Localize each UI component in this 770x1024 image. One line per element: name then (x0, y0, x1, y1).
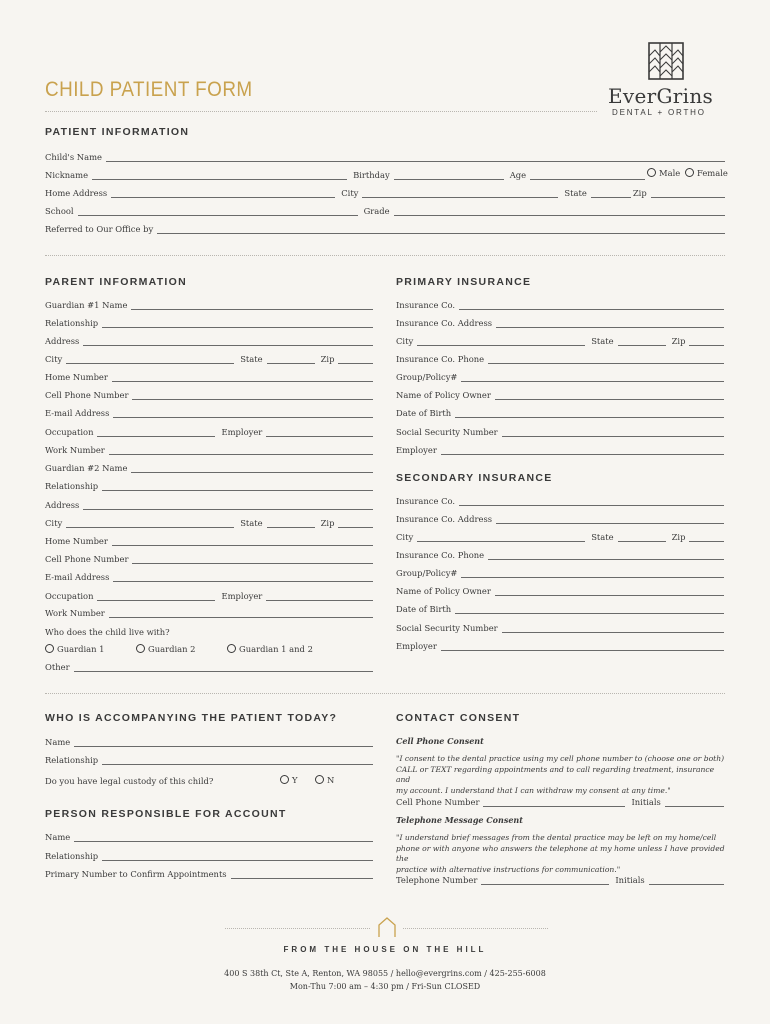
work-number2-label: Work Number (45, 608, 105, 618)
primary-group-field (396, 370, 724, 382)
city-state-zip-row (45, 352, 373, 364)
radio-icon[interactable] (227, 644, 236, 653)
accompany-name-label: Name (45, 737, 71, 747)
primary-employer-label: Employer (396, 445, 437, 455)
city-label: City (341, 188, 359, 198)
grade-line[interactable] (394, 206, 725, 216)
secondary-city-row (396, 530, 724, 542)
childs-name-label: Child's Name (45, 152, 103, 162)
secondary-dob-label: Date of Birth (396, 604, 452, 614)
secondary-group-line[interactable] (461, 568, 724, 578)
email2-line[interactable] (113, 572, 373, 582)
home-address-line[interactable] (111, 188, 335, 198)
footer-tagline: FROM THE HOUSE ON THE HILL (283, 945, 487, 954)
responsible-relationship-line[interactable] (102, 851, 373, 861)
city-state-zip2-row (45, 516, 373, 528)
cell-number-label: Cell Phone Number (45, 390, 129, 400)
work-number2-field (45, 606, 373, 618)
city-line[interactable] (362, 188, 558, 198)
primary-address-label: Insurance Co. Address (396, 318, 493, 328)
live-with-question: Who does the child live with? (45, 627, 170, 637)
telephone-consent-text (396, 833, 726, 875)
primary-ssn-label: Social Security Number (396, 427, 498, 437)
primary-phone-label: Insurance Co. Phone (396, 354, 485, 364)
guardian2-name-label: Guardian #2 Name (45, 463, 128, 473)
home-number-field (45, 370, 373, 382)
cell-consent-line-2: CALL or TEXT regarding appointments and to call regarding treatment, insurance and (396, 764, 715, 784)
primary-ssn-field (396, 425, 724, 437)
relationship-line[interactable] (102, 318, 373, 328)
state-label: State (564, 188, 587, 198)
consent-cell-line[interactable] (483, 797, 625, 807)
address2-line[interactable] (83, 500, 373, 510)
male-option[interactable] (647, 168, 680, 178)
state2-label: State (240, 518, 263, 528)
secondary-owner-label: Name of Policy Owner (396, 586, 491, 596)
nickname-label: Nickname (45, 170, 89, 180)
consent-tel-initials-line[interactable] (649, 875, 724, 885)
radio-icon[interactable] (647, 168, 656, 177)
city2-line[interactable] (66, 518, 234, 528)
guardian1-name-line[interactable] (131, 300, 373, 310)
secondary-company-field (396, 494, 724, 506)
radio-icon[interactable] (280, 775, 289, 784)
primary-number-line[interactable] (231, 869, 373, 879)
primary-city-label: City (396, 336, 414, 346)
secondary-ssn-field (396, 621, 724, 633)
cell-consent-title: Cell Phone Consent (396, 736, 484, 746)
consent-tel-line[interactable] (481, 875, 609, 885)
city-line[interactable] (66, 354, 234, 364)
evergrins-logo-icon (648, 42, 684, 80)
primary-group-label: Group/Policy# (396, 372, 458, 382)
state-line[interactable] (591, 188, 631, 198)
custody-yes-option[interactable] (280, 775, 298, 785)
guardian-both-option-label: Guardian 1 and 2 (239, 644, 313, 654)
childs-name-line[interactable] (106, 152, 725, 162)
home-number2-line[interactable] (112, 536, 373, 546)
referred-label: Referred to Our Office by (45, 224, 154, 234)
cell-consent-text (396, 754, 726, 796)
male-label: Male (659, 168, 681, 178)
email-line[interactable] (113, 408, 373, 418)
accompanying-heading: WHO IS ACCOMPANYING THE PATIENT TODAY? (45, 712, 338, 724)
telephone-consent-title: Telephone Message Consent (396, 815, 523, 825)
primary-owner-line[interactable] (495, 390, 724, 400)
primary-state-label: State (591, 336, 614, 346)
secondary-zip-line[interactable] (689, 532, 724, 542)
occupation-employer-row (45, 425, 373, 437)
consent-tel-row (396, 873, 724, 885)
home-number-label: Home Number (45, 372, 108, 382)
consent-cell-row (396, 795, 724, 807)
occupation2-line[interactable] (97, 591, 215, 601)
primary-owner-label: Name of Policy Owner (396, 390, 491, 400)
employer-label: Employer (221, 427, 263, 437)
divider (225, 928, 370, 929)
tel-consent-line-2: phone or with anyone who answers the telephone at my home unless I have provided the (396, 843, 725, 863)
primary-dob-line[interactable] (455, 408, 724, 418)
primary-number-field (45, 867, 373, 879)
address-line[interactable] (83, 336, 373, 346)
home-number-line[interactable] (112, 372, 373, 382)
female-label: Female (697, 168, 728, 178)
primary-address-field (396, 316, 724, 328)
radio-icon[interactable] (685, 168, 694, 177)
secondary-ssn-line[interactable] (502, 623, 724, 633)
tel-consent-line-3: practice with alternative instructions for communication." (396, 864, 621, 874)
secondary-phone-label: Insurance Co. Phone (396, 550, 485, 560)
secondary-company-line[interactable] (459, 496, 724, 506)
divider (45, 255, 725, 256)
school-label: School (45, 206, 74, 216)
city2-label: City (45, 518, 63, 528)
guardian1-name-label: Guardian #1 Name (45, 300, 128, 310)
primary-insurance-heading: PRIMARY INSURANCE (396, 276, 532, 288)
guardian2-name-field (45, 461, 373, 473)
zip-label: Zip (320, 354, 335, 364)
primary-employer-field (396, 443, 724, 455)
consent-tel-initials-label: Initials (615, 875, 645, 885)
zip2-line[interactable] (338, 518, 373, 528)
nickname-row (45, 168, 645, 180)
secondary-employer-line[interactable] (441, 641, 724, 651)
home-address-label: Home Address (45, 188, 108, 198)
cell-consent-line-1: "I consent to the dental practice using my cell phone number to (choose one or both) (396, 754, 725, 763)
footer-hours: Mon-Thu 7:00 am – 4:30 pm / Fri-Sun CLOSED (289, 982, 481, 991)
age-label: Age (509, 170, 527, 180)
state-line[interactable] (267, 354, 315, 364)
home-number2-field (45, 534, 373, 546)
zip-line[interactable] (338, 354, 373, 364)
other-line[interactable] (74, 662, 373, 672)
relationship-label: Relationship (45, 318, 99, 328)
accompany-name-field (45, 735, 373, 747)
radio-icon[interactable] (45, 644, 54, 653)
grade-label: Grade (363, 206, 390, 216)
secondary-phone-line[interactable] (488, 550, 724, 560)
secondary-state-label: State (591, 532, 614, 542)
responsible-name-line[interactable] (74, 832, 373, 842)
occupation-line[interactable] (97, 427, 215, 437)
guardian1-name-field (45, 298, 373, 310)
zip-line[interactable] (651, 188, 725, 198)
address2-label: Address (45, 500, 80, 510)
accompany-relationship-line[interactable] (102, 755, 373, 765)
primary-phone-line[interactable] (488, 354, 724, 364)
secondary-ssn-label: Social Security Number (396, 623, 498, 633)
secondary-owner-line[interactable] (495, 586, 724, 596)
zip2-label: Zip (320, 518, 335, 528)
custody-yes-label: Y (292, 775, 298, 785)
occupation2-label: Occupation (45, 591, 94, 601)
occupation-label: Occupation (45, 427, 94, 437)
guardian2-name-line[interactable] (131, 463, 373, 473)
address-field (45, 334, 373, 346)
cell-consent-line-3: my account. I understand that I can withdraw my consent at any time." (396, 785, 671, 795)
secondary-group-label: Group/Policy# (396, 568, 458, 578)
tel-consent-line-1: "I understand brief messages from the dental practice may be left on my home/cell (396, 833, 717, 842)
primary-company-line[interactable] (459, 300, 724, 310)
cell-number2-field (45, 552, 373, 564)
parent-information-heading: PARENT INFORMATION (45, 276, 188, 288)
divider (403, 928, 548, 929)
relationship2-field (45, 479, 373, 491)
referred-line[interactable] (157, 224, 725, 234)
guardian2-option[interactable] (136, 644, 196, 654)
home-address-row (45, 186, 725, 198)
other-field (45, 660, 373, 672)
secondary-dob-field (396, 602, 724, 614)
primary-zip-label: Zip (671, 336, 686, 346)
referred-row (45, 222, 725, 234)
primary-dob-label: Date of Birth (396, 408, 452, 418)
primary-address-line[interactable] (496, 318, 724, 328)
email-label: E-mail Address (45, 408, 110, 418)
nickname-line[interactable] (92, 170, 347, 180)
secondary-group-field (396, 566, 724, 578)
email2-label: E-mail Address (45, 572, 110, 582)
primary-employer-line[interactable] (441, 445, 724, 455)
divider (45, 111, 597, 112)
consent-cell-initials-label: Initials (631, 797, 661, 807)
birthday-line[interactable] (394, 170, 504, 180)
secondary-owner-field (396, 584, 724, 596)
consent-tel-label: Telephone Number (396, 875, 478, 885)
primary-company-field (396, 298, 724, 310)
responsible-relationship-label: Relationship (45, 851, 99, 861)
guardian1-option-label: Guardian 1 (57, 644, 105, 654)
secondary-city-line[interactable] (417, 532, 585, 542)
employer-line[interactable] (266, 427, 373, 437)
secondary-state-line[interactable] (618, 532, 666, 542)
house-icon (377, 916, 397, 938)
relationship-field (45, 316, 373, 328)
work-number-label: Work Number (45, 445, 105, 455)
secondary-address-line[interactable] (496, 514, 724, 524)
guardian-both-option[interactable] (227, 644, 313, 654)
secondary-company-label: Insurance Co. (396, 496, 456, 506)
primary-phone-field (396, 352, 724, 364)
school-line[interactable] (78, 206, 358, 216)
occupation-employer2-row (45, 589, 373, 601)
secondary-city-label: City (396, 532, 414, 542)
work-number-line[interactable] (109, 445, 373, 455)
secondary-phone-field (396, 548, 724, 560)
secondary-insurance-heading: SECONDARY INSURANCE (396, 472, 553, 484)
primary-city-row (396, 334, 724, 346)
accompany-relationship-label: Relationship (45, 755, 99, 765)
employer2-label: Employer (221, 591, 263, 601)
primary-company-label: Insurance Co. (396, 300, 456, 310)
employer2-line[interactable] (266, 591, 373, 601)
responsible-relationship-field (45, 849, 373, 861)
city-label: City (45, 354, 63, 364)
responsible-name-field (45, 830, 373, 842)
relationship2-line[interactable] (102, 481, 373, 491)
zip-label: Zip (632, 188, 647, 198)
primary-ssn-line[interactable] (502, 427, 724, 437)
brand-name: EverGrins (608, 84, 714, 108)
accompany-name-line[interactable] (74, 737, 373, 747)
secondary-employer-field (396, 639, 724, 651)
female-option[interactable] (685, 168, 728, 178)
footer-address: 400 S 38th Ct, Ste A, Renton, WA 98055 / hello@evergrins.com / 425-255-6008 (224, 969, 546, 978)
cell-number2-line[interactable] (132, 554, 373, 564)
primary-owner-field (396, 388, 724, 400)
secondary-zip-label: Zip (671, 532, 686, 542)
primary-number-label: Primary Number to Confirm Appointments (45, 869, 227, 879)
primary-zip-line[interactable] (689, 336, 724, 346)
work-number-field (45, 443, 373, 455)
radio-icon[interactable] (136, 644, 145, 653)
relationship2-label: Relationship (45, 481, 99, 491)
accompany-relationship-field (45, 753, 373, 765)
radio-icon[interactable] (315, 775, 324, 784)
school-row (45, 204, 725, 216)
patient-information-heading: PATIENT INFORMATION (45, 126, 190, 138)
address-label: Address (45, 336, 80, 346)
email2-field (45, 570, 373, 582)
guardian1-option[interactable] (45, 644, 105, 654)
guardian2-option-label: Guardian 2 (148, 644, 196, 654)
custody-question: Do you have legal custody of this child? (45, 776, 214, 786)
birthday-label: Birthday (353, 170, 390, 180)
email-field (45, 406, 373, 418)
cell-number-line[interactable] (132, 390, 373, 400)
secondary-address-field (396, 512, 724, 524)
responsible-name-label: Name (45, 832, 71, 842)
form-title: CHILD PATIENT FORM (45, 78, 253, 101)
primary-dob-field (396, 406, 724, 418)
state2-line[interactable] (267, 518, 315, 528)
state-label: State (240, 354, 263, 364)
consent-cell-label: Cell Phone Number (396, 797, 480, 807)
home-number2-label: Home Number (45, 536, 108, 546)
address2-field (45, 498, 373, 510)
cell-number-field (45, 388, 373, 400)
secondary-employer-label: Employer (396, 641, 437, 651)
age-line[interactable] (530, 170, 645, 180)
contact-consent-heading: CONTACT CONSENT (396, 712, 521, 724)
childs-name-field[interactable] (45, 150, 725, 162)
secondary-dob-line[interactable] (455, 604, 724, 614)
secondary-address-label: Insurance Co. Address (396, 514, 493, 524)
custody-no-label: N (327, 775, 335, 785)
primary-city-line[interactable] (417, 336, 585, 346)
cell-number2-label: Cell Phone Number (45, 554, 129, 564)
primary-group-line[interactable] (461, 372, 724, 382)
custody-no-option[interactable] (315, 775, 334, 785)
brand-subtitle: DENTAL + ORTHO (612, 108, 706, 117)
responsible-heading: PERSON RESPONSIBLE FOR ACCOUNT (45, 808, 287, 820)
divider (45, 693, 725, 694)
primary-state-line[interactable] (618, 336, 666, 346)
consent-cell-initials-line[interactable] (665, 797, 724, 807)
other-label: Other (45, 662, 70, 672)
work-number2-line[interactable] (109, 608, 373, 618)
